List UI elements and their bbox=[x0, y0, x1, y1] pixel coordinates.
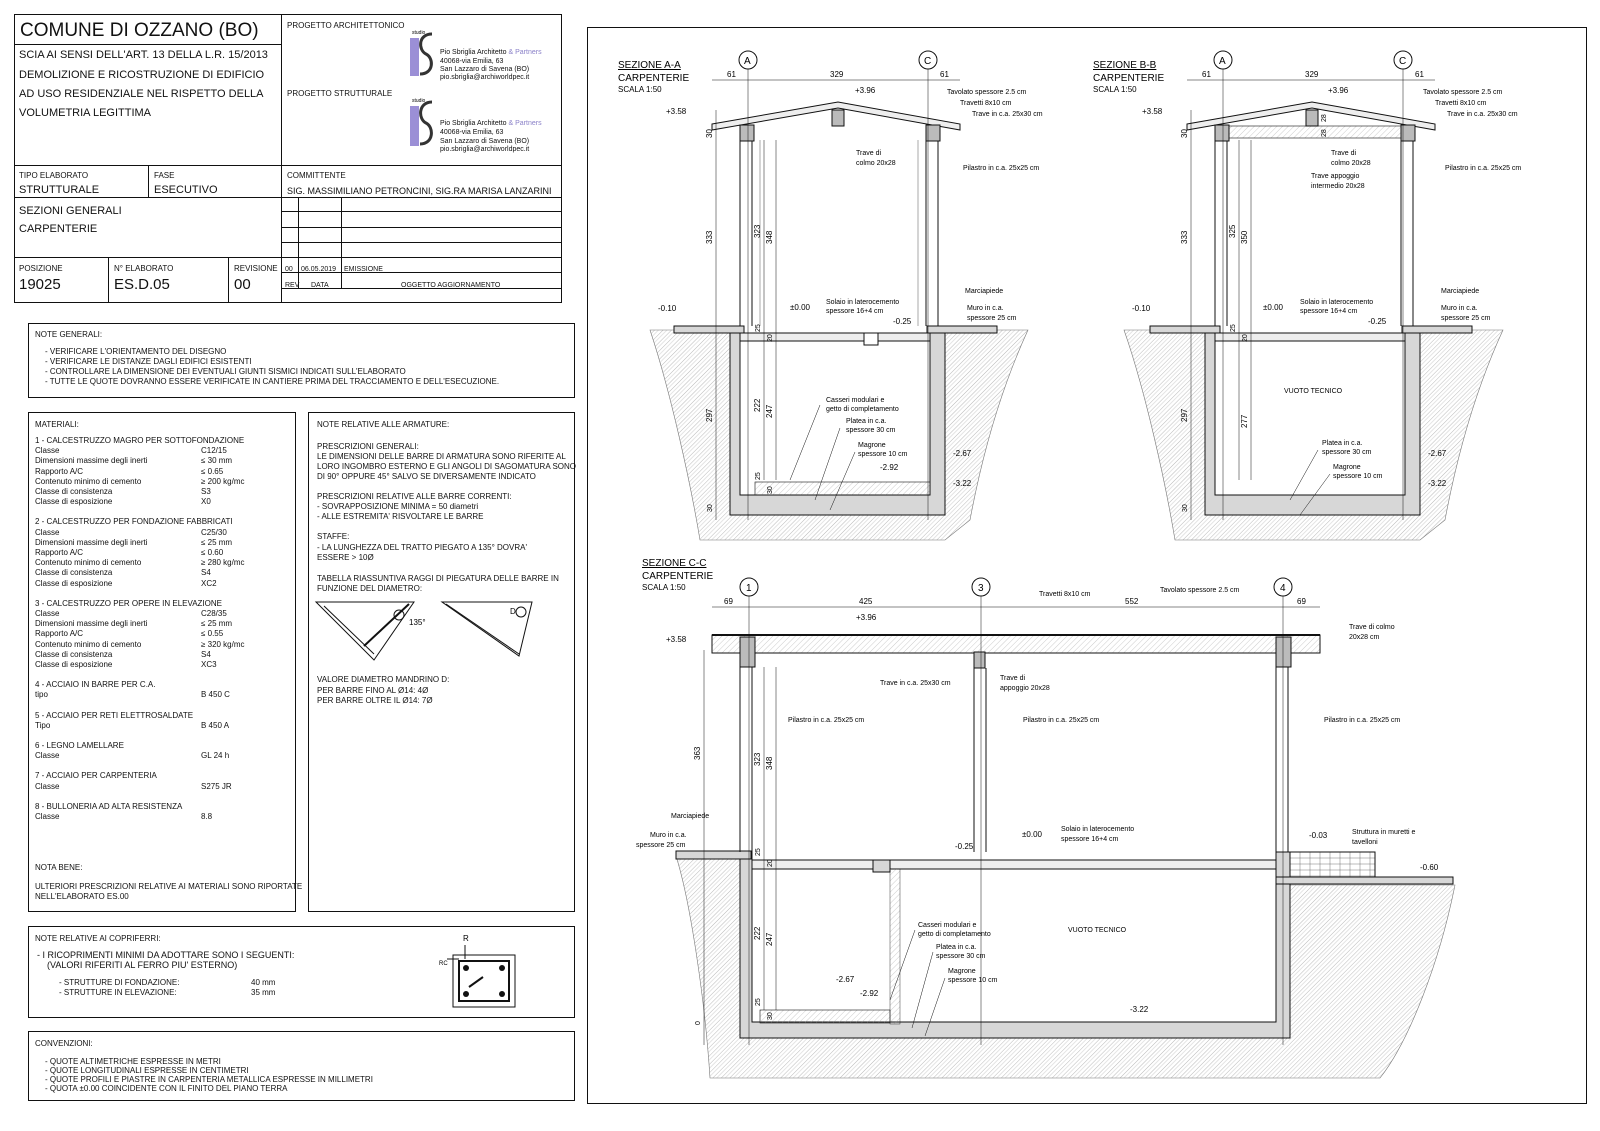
dim-69: 69 bbox=[1297, 597, 1306, 606]
level-292: -2.92 bbox=[860, 989, 879, 998]
materiali-row-value: S4 bbox=[201, 649, 211, 659]
label-solaio: spessore 16+4 cm bbox=[1061, 836, 1119, 843]
dim-25: 25 bbox=[755, 998, 762, 1006]
label-tavolato: Tavolato spessore 2.5 cm bbox=[1160, 587, 1240, 594]
materiali-row-key: Classe bbox=[35, 609, 60, 618]
materiali-row-value: B 450 A bbox=[201, 720, 230, 730]
tipo-value: STRUTTURALE bbox=[19, 184, 100, 196]
note-generali-title: NOTE GENERALI: bbox=[35, 330, 103, 339]
materiali-group-title: 4 - ACCIAIO IN BARRE PER C.A. bbox=[35, 680, 156, 690]
label-solaio: Solaio in laterocemento bbox=[1061, 826, 1135, 833]
label-platea: Platea in c.a. bbox=[846, 418, 887, 425]
label-solaio: Solaio in laterocemento bbox=[1300, 299, 1374, 306]
level-060: -0.60 bbox=[1420, 863, 1439, 872]
armature-p2-line: - SOVRAPPOSIZIONE MINIMA = 50 diametri bbox=[317, 502, 479, 511]
svg-text:studio: studio bbox=[412, 30, 426, 36]
label-tavolato: Tavolato spessore 2.5 cm bbox=[947, 89, 1027, 96]
level-292: -2.92 bbox=[880, 463, 899, 472]
sezioni-line-2: CARPENTERIE bbox=[19, 223, 98, 235]
label-colmo: Trave di bbox=[856, 150, 882, 157]
materiali-row-key: Classe di consistenza bbox=[35, 649, 113, 659]
armature-p1-title: PRESCRIZIONI GENERALI: bbox=[317, 442, 419, 451]
angle-135-label: 135° bbox=[409, 618, 426, 627]
dim-329: 329 bbox=[1305, 70, 1319, 79]
dim-20: 20 bbox=[767, 859, 774, 867]
rev-header-data: DATA bbox=[311, 282, 329, 289]
armature-p4-line: TABELLA RIASSUNTIVA RAGGI DI PIEGATURA DELLE BARRE IN bbox=[317, 574, 559, 583]
sezioni-line-1: SEZIONI GENERALI bbox=[19, 205, 122, 217]
materiali-row-value: ≤ 0.60 bbox=[201, 548, 224, 557]
level-010: -0.10 bbox=[1132, 304, 1151, 313]
fase-value: ESECUTIVO bbox=[154, 184, 218, 196]
label-casseri: getto di completamento bbox=[826, 406, 899, 413]
armature-p1-line: LE DIMENSIONI DELLE BARRE DI ARMATURA SONO RIFERITE AL bbox=[317, 452, 566, 461]
materiali-row-key: Classe di consistenza bbox=[35, 568, 113, 578]
note-generali-item: - CONTROLLARE LA DIMENSIONE DEI EVENTUALI GIUNTI SISMICI INDICATI SULL'ELABORATO bbox=[45, 367, 406, 376]
dim-333: 333 bbox=[1180, 230, 1189, 244]
armature-p3-title: STAFFE: bbox=[317, 532, 350, 541]
label-colmo: 20x28 cm bbox=[1349, 634, 1380, 641]
dim-30: 30 bbox=[767, 1012, 774, 1020]
elaborato-value: ES.D.05 bbox=[114, 276, 170, 293]
label-colmo: Trave di bbox=[1331, 150, 1357, 157]
materiali-group-title: 6 - LEGNO LAMELLARE bbox=[35, 741, 124, 750]
description-line-4: VOLUMETRIA LEGITTIMA bbox=[19, 107, 152, 119]
materiali-row-value: ≤ 25 mm bbox=[201, 619, 233, 629]
materiali-row-key: Tipo bbox=[35, 720, 51, 730]
label-casseri: Casseri modulari e bbox=[826, 397, 885, 404]
nota-bene-line: ULTERIORI PRESCRIZIONI RELATIVE AI MATERIALI SONO RIPORTATE bbox=[35, 882, 303, 891]
armature-p5-line: PER BARRE OLTRE IL Ø14: 7Ø bbox=[317, 696, 433, 705]
materiali-group-title: 5 - ACCIAIO PER RETI ELETTROSALDATE bbox=[35, 710, 194, 720]
level-358: +3.58 bbox=[666, 635, 687, 644]
materiali-row-key: Classe bbox=[35, 781, 60, 791]
materiali-row-key: Classe bbox=[35, 751, 60, 761]
materiali-row-key: Dimensioni massime degli inerti bbox=[35, 456, 148, 466]
note-generali-item: - VERIFICARE LE DISTANZE DAGLI EDIFICI ESISTENTI bbox=[45, 357, 252, 366]
label-casseri: getto di completamento bbox=[918, 931, 991, 938]
dim-329: 329 bbox=[830, 70, 844, 79]
label-tavolato: Tavolato spessore 2.5 cm bbox=[1423, 89, 1503, 96]
materiali-row-value: ≤ 25 mm bbox=[201, 537, 233, 547]
materiali-group-title: 2 - CALCESTRUZZO PER FONDAZIONE FABBRICATI bbox=[35, 517, 233, 527]
materiali-row-value: ≤ 30 mm bbox=[201, 456, 233, 466]
section-cc-title: SEZIONE C-C bbox=[642, 558, 707, 569]
label-muro: Muro in c.a. bbox=[967, 305, 1004, 312]
label-colmo: colmo 20x28 bbox=[1331, 160, 1371, 167]
dim-30: 30 bbox=[767, 486, 774, 494]
tipo-label: TIPO ELABORATO bbox=[19, 171, 89, 180]
label-struttura: Struttura in muretti e bbox=[1352, 829, 1416, 836]
label-appoggio: intermedio 20x28 bbox=[1311, 183, 1365, 190]
materiali-row-key: Classe bbox=[35, 812, 60, 821]
label-marciapiede: Marciapiede bbox=[1441, 288, 1480, 295]
axis-4-cc: 4 bbox=[1280, 583, 1286, 594]
copriferri-fondazione-label: - STRUTTURE DI FONDAZIONE: bbox=[59, 978, 180, 987]
level-322: -3.22 bbox=[1428, 479, 1447, 488]
level-025: -0.25 bbox=[893, 317, 912, 326]
rev-row-data: 06.05.2019 bbox=[301, 266, 337, 273]
rev-header-rev: REV bbox=[285, 282, 300, 289]
materiali-group-title: 1 - CALCESTRUZZO MAGRO PER SOTTOFONDAZIONE bbox=[35, 436, 245, 445]
materiali-row-key: Rapporto A/C bbox=[35, 548, 84, 557]
level-267: -2.67 bbox=[836, 975, 855, 984]
label-trave: Trave in c.a. 25x30 cm bbox=[880, 680, 951, 687]
section-bb-scale: SCALA 1:50 bbox=[1093, 85, 1137, 94]
level-000: ±0.00 bbox=[790, 303, 810, 312]
materiali-row-key: Classe di esposizione bbox=[35, 578, 113, 588]
dim-222: 222 bbox=[753, 398, 762, 412]
dim-297: 297 bbox=[1180, 408, 1189, 422]
nota-bene-title: NOTA BENE: bbox=[35, 863, 83, 872]
label-magrone: Magrone bbox=[858, 442, 886, 449]
section-c-c bbox=[636, 558, 1455, 1078]
level-322: -3.22 bbox=[953, 479, 972, 488]
description-line-1: SCIA AI SENSI DELL'ART. 13 DELLA L.R. 15/2013 bbox=[19, 49, 268, 61]
materiali-row-value: 8.8 bbox=[201, 812, 213, 821]
label-pilastro: Pilastro in c.a. 25x25 cm bbox=[1445, 165, 1522, 172]
dim-28: 28 bbox=[1321, 129, 1328, 137]
label-magrone: spessore 10 cm bbox=[1333, 473, 1383, 480]
label-muro: spessore 25 cm bbox=[1441, 315, 1491, 322]
revisione-value: 00 bbox=[234, 276, 251, 293]
materiali-row-value: S4 bbox=[201, 568, 211, 578]
label-platea: spessore 30 cm bbox=[846, 427, 896, 434]
label-vuoto-tecnico: VUOTO TECNICO bbox=[1284, 388, 1343, 395]
studio-address2-2: San Lazzaro di Savena (BO) bbox=[440, 138, 530, 145]
label-travetti: Travetti 8x10 cm bbox=[1039, 591, 1091, 598]
armature-p5-line: PER BARRE FINO AL Ø14: 4Ø bbox=[317, 686, 429, 695]
level-003: -0.03 bbox=[1309, 831, 1328, 840]
label-travetti: Travetti 8x10 cm bbox=[960, 100, 1012, 107]
label-colmo: colmo 20x28 bbox=[856, 160, 896, 167]
comune-title: COMUNE DI OZZANO (BO) bbox=[20, 20, 259, 41]
materiali-row-value: S3 bbox=[201, 487, 211, 496]
fase-label: FASE bbox=[154, 171, 175, 180]
axis-a-aa: A bbox=[744, 56, 751, 67]
label-muro: spessore 25 cm bbox=[636, 842, 686, 849]
level-025: -0.25 bbox=[1368, 317, 1387, 326]
dim-20: 20 bbox=[767, 334, 774, 342]
materiali-row-value: B 450 C bbox=[201, 690, 230, 700]
materiali-row-key: Classe di consistenza bbox=[35, 487, 113, 496]
rev-header-oggetto: OGGETTO AGGIORNAMENTO bbox=[401, 282, 501, 289]
label-muro: Muro in c.a. bbox=[650, 832, 687, 839]
label-magrone: Magrone bbox=[948, 968, 976, 975]
materiali-group-title: 3 - CALCESTRUZZO PER OPERE IN ELEVAZIONE bbox=[35, 598, 222, 608]
armature-p4-line: FUNZIONE DEL DIAMETRO: bbox=[317, 584, 423, 593]
dim-30: 30 bbox=[1182, 504, 1189, 512]
copriferri-line1: - I RICOPRIMENTI MINIMI DA ADOTTARE SONO I SEGUENTI: bbox=[37, 950, 295, 960]
dim-28: 28 bbox=[1321, 114, 1328, 122]
elaborato-label: N° ELABORATO bbox=[114, 264, 174, 273]
label-appoggio: appoggio 20x28 bbox=[1000, 685, 1050, 692]
convenzioni-item: - QUOTE ALTIMETRICHE ESPRESSE IN METRI bbox=[45, 1057, 221, 1066]
label-magrone: Magrone bbox=[1333, 464, 1361, 471]
materiali-row-value: ≤ 0.55 bbox=[201, 629, 224, 639]
dim-25: 25 bbox=[755, 848, 762, 856]
label-platea: spessore 30 cm bbox=[1322, 449, 1372, 456]
materiali-row-value: ≥ 320 kg/mc bbox=[201, 639, 245, 649]
section-cc-sub: CARPENTERIE bbox=[642, 571, 714, 582]
revisione-label: REVISIONE bbox=[234, 264, 278, 273]
armature-title: NOTE RELATIVE ALLE ARMATURE: bbox=[317, 420, 450, 429]
materiali-row-key: Classe di esposizione bbox=[35, 497, 113, 507]
label-struttura: tavelloni bbox=[1352, 839, 1378, 846]
armature-p1-line: LORO INGOMBRO ESTERNO E GLI ANGOLI DI SAGOMATURA SONO bbox=[317, 462, 577, 471]
level-025: -0.25 bbox=[955, 842, 974, 851]
dim-20: 20 bbox=[1242, 334, 1249, 342]
dim-222: 222 bbox=[753, 926, 762, 940]
materiali-row-value: C25/30 bbox=[201, 527, 227, 537]
section-bb-sub: CARPENTERIE bbox=[1093, 73, 1165, 84]
dim-325: 325 bbox=[1228, 224, 1237, 238]
label-muro: Muro in c.a. bbox=[1441, 305, 1478, 312]
axis-a-bb: A bbox=[1219, 56, 1226, 67]
materiali-row-key: tipo bbox=[35, 690, 48, 700]
section-a-a bbox=[618, 51, 1043, 540]
label-muro: spessore 25 cm bbox=[967, 315, 1017, 322]
studio-email-2: pio.sbriglia@archiworldpec.it bbox=[440, 146, 530, 153]
label-magrone: spessore 10 cm bbox=[948, 977, 998, 984]
materiali-row-value: XC2 bbox=[201, 578, 217, 588]
armature-p1-line: DI 90° OPPURE 45° SALVO SE DIVERSAMENTE INDICATO bbox=[317, 472, 536, 481]
note-generali-item: - TUTTE LE QUOTE DOVRANNO ESSERE VERIFICATE IN CANTIERE PRIMA DEL TRACCIAMENTO E DELL'ESECUZIONE. bbox=[45, 377, 500, 386]
dim-297: 297 bbox=[705, 408, 714, 422]
axis-c-aa: C bbox=[924, 56, 932, 67]
convenzioni-item: - QUOTE PROFILI E PIASTRE IN CARPENTERIA METALLICA ESPRESSE IN MILLIMETRI bbox=[45, 1075, 373, 1084]
materiali-row-value: ≥ 280 kg/mc bbox=[201, 558, 245, 568]
label-platea: Platea in c.a. bbox=[936, 944, 977, 951]
studio-partners-1: & Partners bbox=[508, 49, 542, 56]
level-396: +3.96 bbox=[1328, 86, 1349, 95]
d-label: D bbox=[510, 607, 516, 616]
materiali-row-key: Rapporto A/C bbox=[35, 466, 84, 476]
level-358: +3.58 bbox=[666, 107, 687, 116]
studio-address2-1: San Lazzaro di Savena (BO) bbox=[440, 66, 530, 73]
armature-p2-title: PRESCRIZIONI RELATIVE ALLE BARRE CORRENTI: bbox=[317, 492, 512, 501]
materiali-row-value: ≤ 0.65 bbox=[201, 466, 224, 476]
rev-row-oggetto: EMISSIONE bbox=[344, 266, 383, 273]
label-trave: Trave in c.a. 25x30 cm bbox=[1447, 111, 1518, 118]
dim-425: 425 bbox=[859, 597, 873, 606]
section-aa-sub: CARPENTERIE bbox=[618, 73, 690, 84]
axis-c-bb: C bbox=[1399, 56, 1407, 67]
copriferri-fondazione-value: 40 mm bbox=[251, 978, 276, 987]
label-marciapiede: Marciapiede bbox=[965, 288, 1004, 295]
materiali-row-value: GL 24 h bbox=[201, 751, 230, 761]
label-platea: spessore 30 cm bbox=[936, 953, 986, 960]
note-generali-item: - VERIFICARE L'ORIENTAMENTO DEL DISEGNO bbox=[45, 347, 227, 356]
label-magrone: spessore 10 cm bbox=[858, 451, 908, 458]
armature-p2-line: - ALLE ESTREMITA' RISVOLTARE LE BARRE bbox=[317, 512, 484, 521]
label-trave: Trave in c.a. 25x30 cm bbox=[972, 111, 1043, 118]
materiali-row-value: C28/35 bbox=[201, 609, 227, 618]
svg-text:studio: studio bbox=[412, 98, 426, 104]
label-pilastro: Pilastro in c.a. 25x25 cm bbox=[1023, 717, 1100, 724]
studio-name-2: Pio Sbriglia Architetto bbox=[440, 120, 507, 127]
materiali-group-title: 8 - BULLONERIA AD ALTA RESISTENZA bbox=[35, 801, 183, 811]
nota-bene-line: NELL'ELABORATO ES.00 bbox=[35, 892, 129, 901]
description-line-2: DEMOLIZIONE E RICOSTRUZIONE DI EDIFICIO bbox=[19, 69, 265, 81]
label-platea: Platea in c.a. bbox=[1322, 440, 1363, 447]
label-casseri: Casseri modulari e bbox=[918, 922, 977, 929]
dim-25: 25 bbox=[755, 324, 762, 332]
posizione-label: POSIZIONE bbox=[19, 264, 63, 273]
label-marciapiede: Marciapiede bbox=[671, 813, 710, 820]
materiali-row-value: S275 JR bbox=[201, 781, 232, 791]
materiali-row-key: Contenuto minimo di cemento bbox=[35, 639, 142, 649]
dim-30: 30 bbox=[1180, 129, 1189, 138]
materiali-row-key: Rapporto A/C bbox=[35, 629, 84, 639]
dim-247: 247 bbox=[765, 932, 774, 946]
axis-1-cc: 1 bbox=[746, 583, 752, 594]
materiali-row-value: C12/15 bbox=[201, 446, 227, 456]
axis-3-cc: 3 bbox=[978, 583, 984, 594]
materiali-row-key: Contenuto minimo di cemento bbox=[35, 558, 142, 568]
progetto-arch-label: PROGETTO ARCHITETTONICO bbox=[287, 21, 405, 30]
level-010: -0.10 bbox=[658, 304, 677, 313]
label-pilastro: Pilastro in c.a. 25x25 cm bbox=[788, 717, 865, 724]
level-358: +3.58 bbox=[1142, 107, 1163, 116]
dim-247: 247 bbox=[765, 404, 774, 418]
label-solaio: spessore 16+4 cm bbox=[1300, 308, 1358, 315]
level-396: +3.96 bbox=[855, 86, 876, 95]
section-cc-scale: SCALA 1:50 bbox=[642, 583, 686, 592]
materiali-row-key: Dimensioni massime degli inerti bbox=[35, 619, 148, 629]
dim-25: 25 bbox=[755, 472, 762, 480]
dim-552: 552 bbox=[1125, 597, 1139, 606]
materiali-row-key: Classe bbox=[35, 527, 60, 537]
rc-label: RC bbox=[439, 961, 448, 967]
label-colmo: Trave di colmo bbox=[1349, 624, 1395, 631]
convenzioni-item: - QUOTE LONGITUDINALI ESPRESSE IN CENTIMETRI bbox=[45, 1066, 249, 1075]
level-000: ±0.00 bbox=[1263, 303, 1283, 312]
dim-69: 69 bbox=[724, 597, 733, 606]
dim-30: 30 bbox=[705, 129, 714, 138]
posizione-value: 19025 bbox=[19, 276, 61, 293]
section-bb-title: SEZIONE B-B bbox=[1093, 60, 1157, 71]
studio-email-1: pio.sbriglia@archiworldpec.it bbox=[440, 74, 530, 81]
description-line-3: AD USO RESIDENZIALE NEL RISPETTO DELLA bbox=[19, 88, 264, 100]
level-322: -3.22 bbox=[1130, 1005, 1149, 1014]
level-000: ±0.00 bbox=[1022, 830, 1042, 839]
section-aa-scale: SCALA 1:50 bbox=[618, 85, 662, 94]
materiali-row-key: Dimensioni massime degli inerti bbox=[35, 537, 148, 547]
copriferri-title: NOTE RELATIVE AI COPRIFERRI: bbox=[35, 934, 161, 943]
materiali-row-key: Classe di esposizione bbox=[35, 660, 113, 669]
label-appoggio: Trave di bbox=[1000, 675, 1026, 682]
label-vuoto-tecnico: VUOTO TECNICO bbox=[1068, 927, 1127, 934]
section-aa-title: SEZIONE A-A bbox=[618, 60, 681, 71]
dim-0: 0 bbox=[695, 1021, 702, 1025]
label-appoggio: Trave appoggio bbox=[1311, 173, 1360, 180]
dim-348: 348 bbox=[765, 230, 774, 244]
level-267: -2.67 bbox=[953, 449, 972, 458]
dim-323: 323 bbox=[753, 224, 762, 238]
dim-350: 350 bbox=[1240, 230, 1249, 244]
convenzioni-item: - QUOTA ±0.00 COINCIDENTE CON IL FINITO DEL PIANO TERRA bbox=[45, 1084, 288, 1093]
label-pilastro: Pilastro in c.a. 25x25 cm bbox=[1324, 717, 1401, 724]
dim-30: 30 bbox=[707, 504, 714, 512]
dim-333: 333 bbox=[705, 230, 714, 244]
materiali-row-value: ≥ 200 kg/mc bbox=[201, 476, 245, 486]
dim-61: 61 bbox=[940, 70, 949, 79]
level-396: +3.96 bbox=[856, 613, 877, 622]
committente-value: SIG. MASSIMILIANO PETRONCINI, SIG.RA MARISA LANZARINI bbox=[287, 186, 552, 196]
dim-363: 363 bbox=[693, 746, 702, 760]
copriferri-elevazione-label: - STRUTTURE IN ELEVAZIONE: bbox=[59, 988, 177, 997]
armature-p3-line: ESSERE > 10Ø bbox=[317, 553, 374, 562]
r-label: R bbox=[463, 934, 469, 943]
label-pilastro: Pilastro in c.a. 25x25 cm bbox=[963, 165, 1040, 172]
dim-277: 277 bbox=[1240, 414, 1249, 428]
convenzioni-title: CONVENZIONI: bbox=[35, 1039, 93, 1048]
studio-name-1: Pio Sbriglia Architetto bbox=[440, 49, 507, 56]
materiali-group-title: 7 - ACCIAIO PER CARPENTERIA bbox=[35, 771, 157, 781]
dim-61: 61 bbox=[1415, 70, 1424, 79]
materiali-title: MATERIALI: bbox=[35, 420, 79, 429]
dim-61: 61 bbox=[1202, 70, 1211, 79]
studio-partners-2: & Partners bbox=[508, 120, 542, 127]
rev-row-rev: 00 bbox=[285, 266, 293, 273]
section-b-b bbox=[1093, 51, 1521, 540]
materiali-row-key: Contenuto minimo di cemento bbox=[35, 476, 142, 486]
copriferri-line2: (VALORI RIFERITI AL FERRO PIU' ESTERNO) bbox=[47, 960, 238, 970]
committente-label: COMMITTENTE bbox=[287, 171, 346, 180]
armature-p5-line: VALORE DIAMETRO MANDRINO D: bbox=[317, 675, 450, 684]
copriferri-elevazione-value: 35 mm bbox=[251, 988, 276, 997]
studio-address1-2: 40068-via Emilia, 63 bbox=[440, 129, 504, 136]
level-267: -2.67 bbox=[1428, 449, 1447, 458]
materiali-row-key: Classe bbox=[35, 446, 60, 456]
dim-25: 25 bbox=[1230, 324, 1237, 332]
label-solaio: Solaio in laterocemento bbox=[826, 299, 900, 306]
materiali-row-value: XC3 bbox=[201, 660, 217, 669]
dim-348: 348 bbox=[765, 756, 774, 770]
progetto-strut-label: PROGETTO STRUTTURALE bbox=[287, 89, 393, 98]
label-solaio: spessore 16+4 cm bbox=[826, 308, 884, 315]
label-travetti: Travetti 8x10 cm bbox=[1435, 100, 1487, 107]
materiali-row-value: X0 bbox=[201, 497, 211, 507]
dim-61: 61 bbox=[727, 70, 736, 79]
studio-address1-1: 40068-via Emilia, 63 bbox=[440, 58, 504, 65]
dim-323: 323 bbox=[753, 752, 762, 766]
armature-p3-line: - LA LUNGHEZZA DEL TRATTO PIEGATO A 135° DOVRA' bbox=[317, 543, 527, 552]
